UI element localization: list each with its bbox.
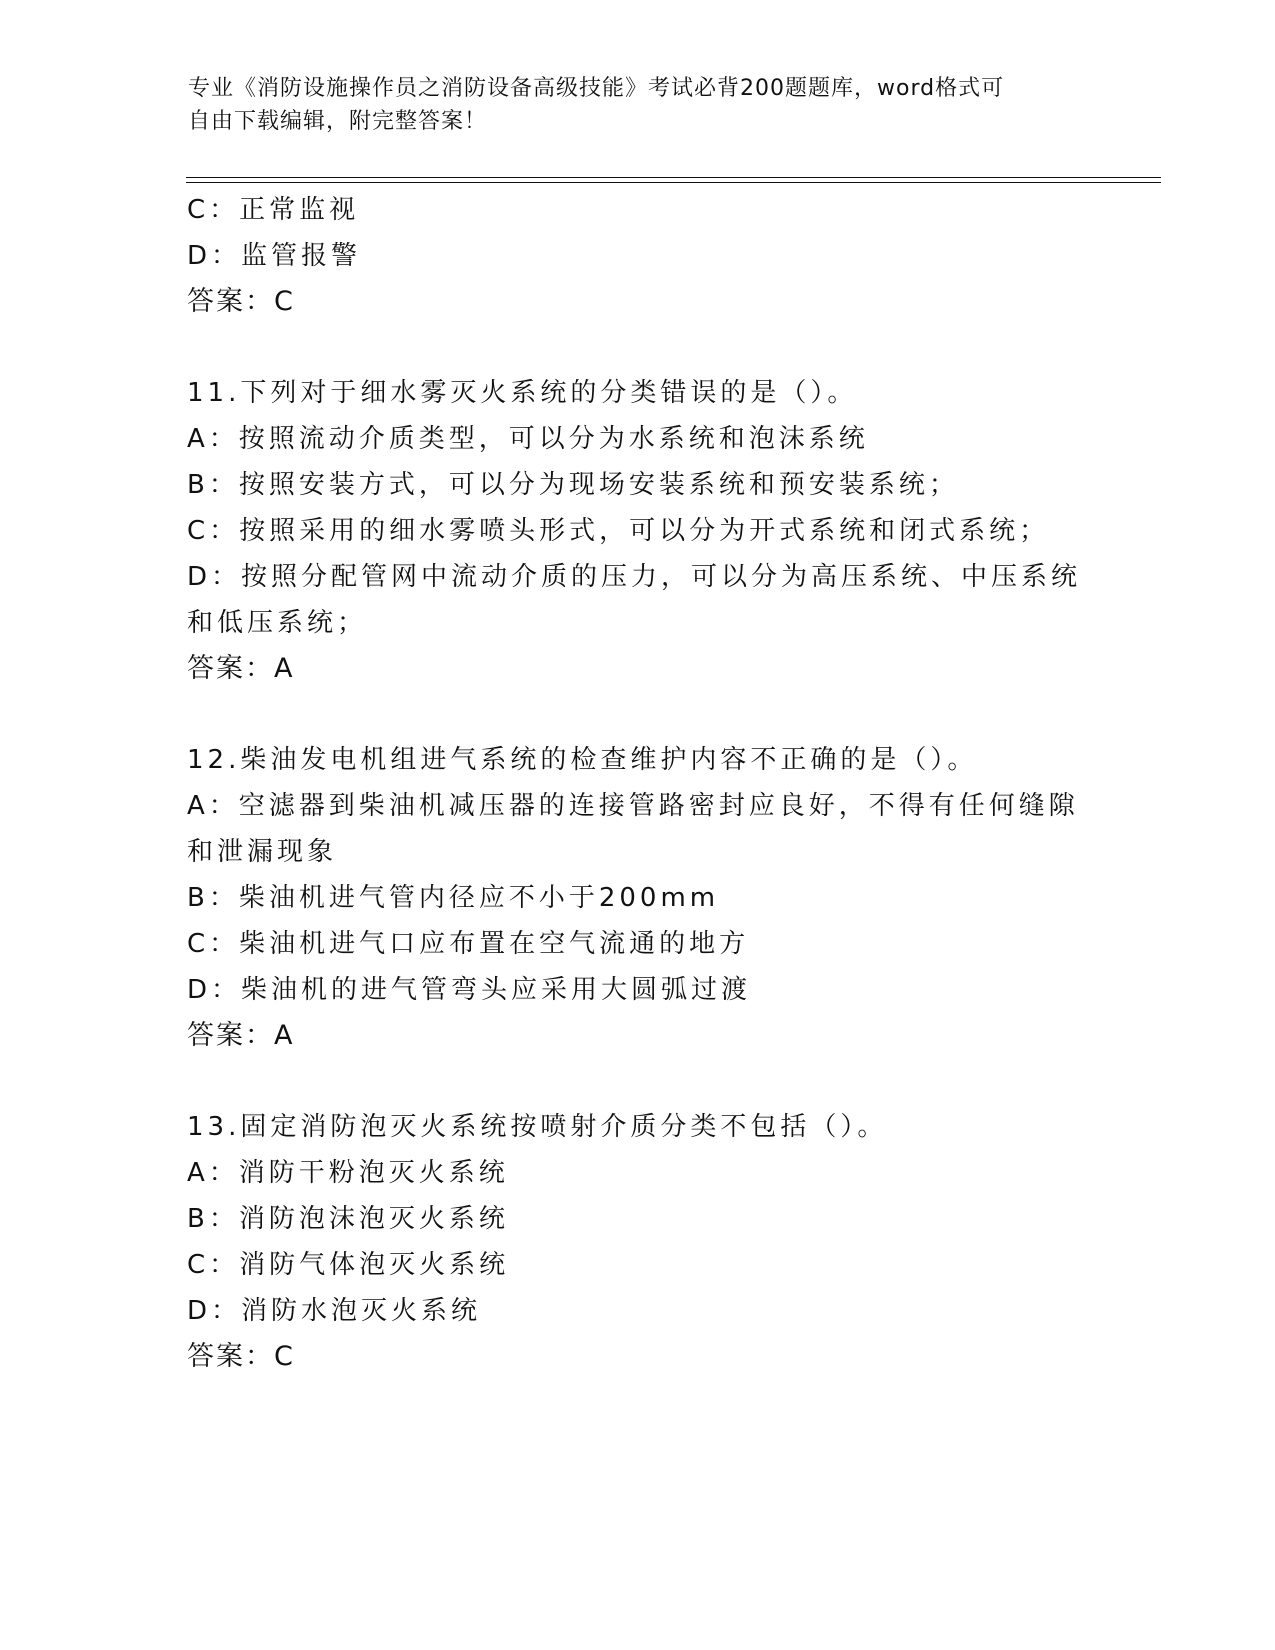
answer: 答案：C bbox=[187, 1341, 295, 1372]
answer: 答案：A bbox=[187, 653, 295, 684]
option-d: D：消防水泡灭火系统 bbox=[187, 1296, 482, 1326]
option-c: C：消防气体泡灭火系统 bbox=[187, 1250, 510, 1280]
option-a: A：空滤器到柴油机减压器的连接管路密封应良好，不得有任何缝隙和泄漏现象 bbox=[187, 791, 1079, 867]
document-header bbox=[188, 72, 1088, 138]
header-line-1: 专业《消防设施操作员之消防设备高级技能》考试必背200题题库，word格式可 bbox=[188, 76, 1005, 101]
question-12 bbox=[187, 737, 1087, 1059]
option-a: A：按照流动介质类型，可以分为水系统和泡沫系统 bbox=[187, 424, 869, 454]
document-body bbox=[187, 187, 1087, 1380]
spacer bbox=[187, 325, 1087, 370]
option-d: D：按照分配管网中流动介质的压力，可以分为高压系统、中压系统和低压系统； bbox=[187, 562, 1082, 638]
option-c: C：柴油机进气口应布置在空气流通的地方 bbox=[187, 929, 750, 959]
question-fragment bbox=[187, 187, 1087, 325]
option-c: C：正常监视 bbox=[187, 195, 360, 225]
option-b: B：柴油机进气管内径应不小于200mm bbox=[187, 883, 720, 913]
option-d: D：监管报警 bbox=[187, 241, 362, 271]
answer: 答案：A bbox=[187, 1020, 295, 1051]
question-stem: 13.固定消防泡灭火系统按喷射介质分类不包括（）。 bbox=[187, 1112, 888, 1142]
option-c: C：按照采用的细水雾喷头形式，可以分为开式系统和闭式系统； bbox=[187, 516, 1050, 546]
question-stem: 12.柴油发电机组进气系统的检查维护内容不正确的是（）。 bbox=[187, 745, 978, 775]
spacer bbox=[187, 1059, 1087, 1104]
option-b: B：按照安装方式，可以分为现场安装系统和预安装系统； bbox=[187, 470, 959, 500]
header-line-2: 自由下载编辑，附完整答案！ bbox=[188, 109, 488, 134]
option-b: B：消防泡沫泡灭火系统 bbox=[187, 1204, 509, 1234]
question-stem: 11.下列对于细水雾灭火系统的分类错误的是（）。 bbox=[187, 378, 858, 408]
question-13 bbox=[187, 1104, 1087, 1380]
question-11 bbox=[187, 370, 1087, 692]
header-double-rule bbox=[186, 177, 1161, 183]
answer: 答案：C bbox=[187, 286, 295, 317]
option-a: A：消防干粉泡灭火系统 bbox=[187, 1158, 509, 1188]
spacer bbox=[187, 692, 1087, 737]
option-d: D：柴油机的进气管弯头应采用大圆弧过渡 bbox=[187, 975, 752, 1005]
